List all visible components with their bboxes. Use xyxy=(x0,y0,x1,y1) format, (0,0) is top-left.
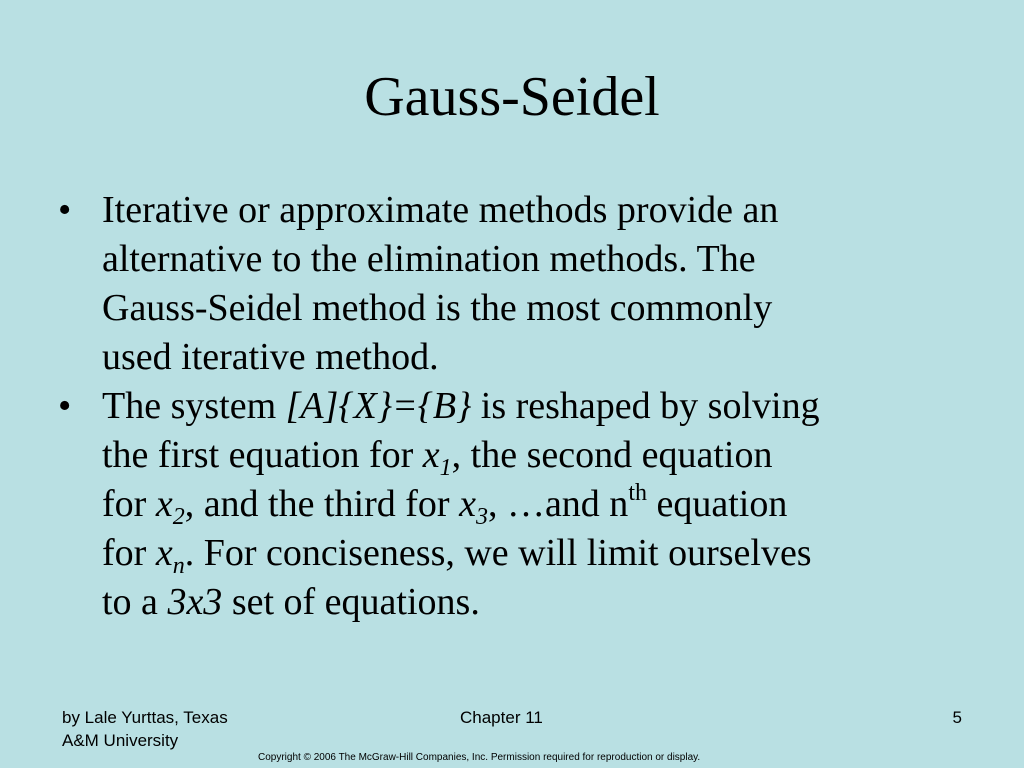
bullet-icon: • xyxy=(58,189,72,231)
bullet-list xyxy=(58,186,988,627)
footer-copyright: Copyright © 2006 The McGraw-Hill Companies, Inc. Permission required for reproduction or display. xyxy=(258,752,701,763)
bullet-text-line xyxy=(102,578,988,627)
bullet-text-line xyxy=(102,382,988,431)
text-fragment: , the second equation xyxy=(451,434,773,476)
bullet-text-line: alternative to the elimination methods. The xyxy=(102,238,756,280)
text-fragment: to a xyxy=(102,581,168,623)
footer-page-number: 5 xyxy=(952,708,962,727)
subscript: 2 xyxy=(172,504,185,530)
text-fragment: set of equations. xyxy=(222,581,480,623)
subscript: n xyxy=(172,553,185,579)
superscript: th xyxy=(628,480,647,506)
matrix-size: 3x3 xyxy=(167,581,223,623)
bullet-text-line xyxy=(102,529,988,578)
text-fragment: for xyxy=(102,483,156,525)
footer-author-line: by Lale Yurttas, Texas xyxy=(62,708,228,727)
text-fragment: equation xyxy=(646,483,788,525)
text-fragment: , …and n xyxy=(487,483,629,525)
text-fragment: , and the third for xyxy=(184,483,460,525)
subscript: 1 xyxy=(439,455,452,481)
text-fragment: . For conciseness, we will limit ourselves xyxy=(184,532,812,574)
subscript: 3 xyxy=(475,504,488,530)
text-fragment: the first equation for xyxy=(102,434,423,476)
variable-x: x xyxy=(459,483,476,525)
matrix-equation: [A]{X}={B} xyxy=(285,385,472,427)
bullet-text-line: Iterative or approximate methods provide an xyxy=(102,189,779,231)
footer-chapter: Chapter 11 xyxy=(460,708,543,727)
bullet-text-line: used iterative method. xyxy=(102,336,439,378)
text-fragment: for xyxy=(102,532,156,574)
variable-x: x xyxy=(155,483,173,525)
variable-x: x xyxy=(155,532,173,574)
text-fragment: The system xyxy=(102,385,286,427)
bullet-item-system-reshaped xyxy=(58,382,988,627)
footer-author xyxy=(62,706,302,752)
variable-x: x xyxy=(422,434,440,476)
slide-title: Gauss-Seidel xyxy=(364,66,660,128)
bullet-text-line: Gauss-Seidel method is the most commonly xyxy=(102,287,773,329)
bullet-text-line xyxy=(102,480,988,529)
bullet-text-line xyxy=(102,431,988,480)
bullet-item-iterative-methods xyxy=(58,186,988,382)
bullet-icon: • xyxy=(58,385,72,427)
footer-author-line: A&M University xyxy=(62,731,179,750)
text-fragment: is reshaped by solving xyxy=(471,385,820,427)
